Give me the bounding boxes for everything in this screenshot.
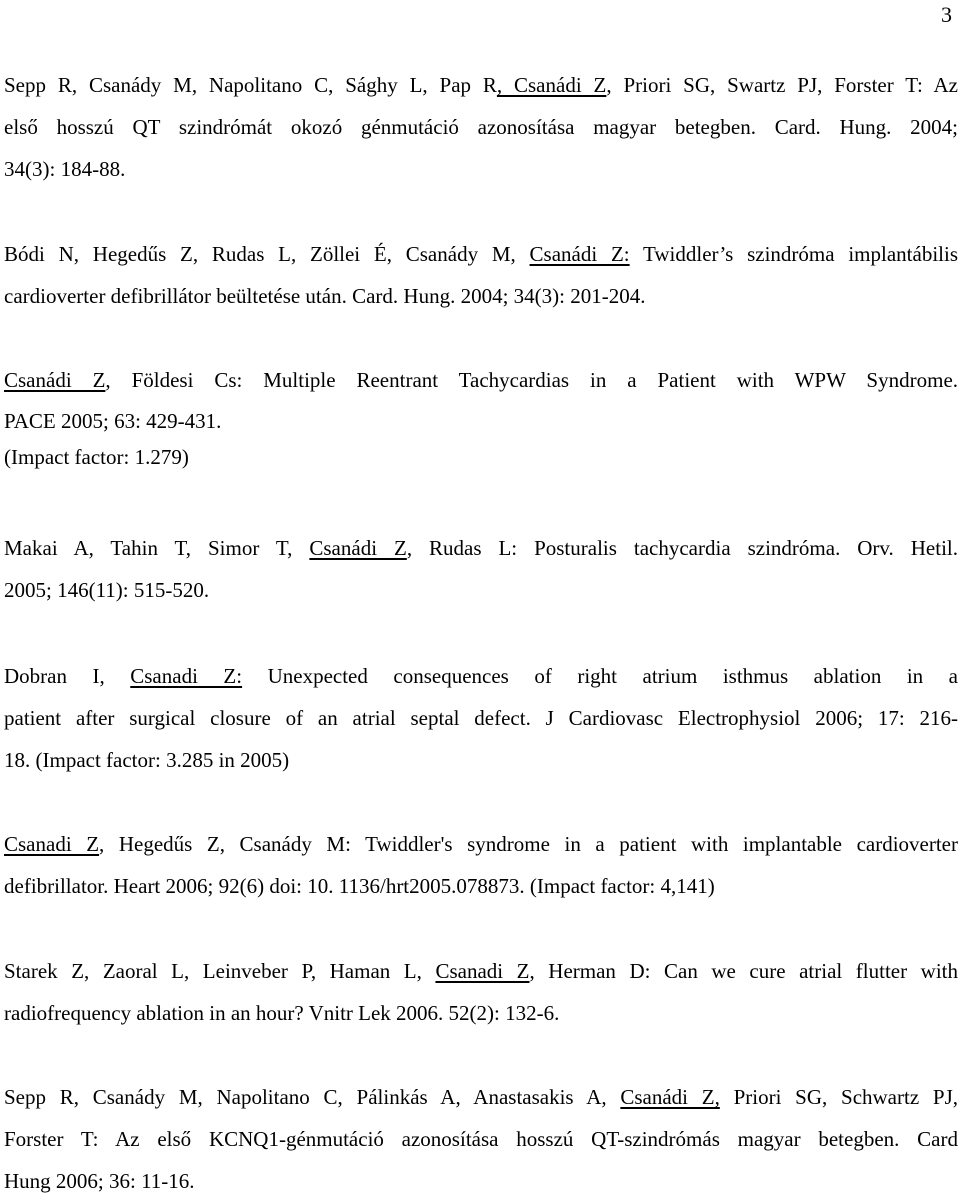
reference-line: Csanadi Z, Hegedűs Z, Csanády M: Twiddler's syndrome in a patient with implantable cardioverter — [4, 832, 958, 856]
reference-line: Sepp R, Csanády M, Napolitano C, Pálinkás A, Anastasakis A, Csanádi Z, Priori SG, Schwartz PJ, — [4, 1085, 958, 1109]
reference-line: radiofrequency ablation in an hour? Vnitr Lek 2006. 52(2): 132-6. — [4, 1001, 560, 1025]
reference-line: 18. (Impact factor: 3.285 in 2005) — [4, 748, 290, 772]
reference-line: Hung 2006; 36: 11-16. — [4, 1169, 195, 1193]
reference-line: defibrillator. Heart 2006; 92(6) doi: 10. 1136/hrt2005.078873. (Impact factor: 4,141) — [4, 874, 715, 898]
reference-line: PACE 2005; 63: 429-431. — [4, 409, 222, 433]
reference-item — [4, 655, 958, 781]
reference-line: Bódi N, Hegedűs Z, Rudas L, Zöllei É, Csanády M, Csanádi Z: Twiddler’s szindróma implantábilis — [4, 242, 958, 266]
reference-line: Makai A, Tahin T, Simor T, Csanádi Z, Rudas L: Posturalis tachycardia szindróma. Orv. Hetil. — [4, 536, 958, 560]
reference-line: Dobran I, Csanadi Z: Unexpected consequences of right atrium isthmus ablation in a — [4, 664, 958, 688]
reference-line: cardioverter defibrillátor beültetése után. Card. Hung. 2004; 34(3): 201-204. — [4, 284, 646, 308]
reference-item — [4, 1076, 958, 1202]
reference-line: első hosszú QT szindrómát okozó génmutáció azonosítása magyar betegben. Card. Hung. 2004; — [4, 115, 958, 139]
page-number: 3 — [941, 2, 952, 27]
reference-line: 2005; 146(11): 515-520. — [4, 578, 210, 602]
reference-line: Starek Z, Zaoral L, Leinveber P, Haman L, Csanadi Z, Herman D: Can we cure atrial flutter with — [4, 959, 958, 983]
reference-item — [4, 950, 958, 1034]
reference-item — [4, 823, 958, 907]
reference-line: Forster T: Az első KCNQ1-génmutáció azonosítása hosszú QT-szindrómás magyar betegben. Card — [4, 1127, 958, 1151]
reference-line: Sepp R, Csanády M, Napolitano C, Sághy L, Pap R, Csanádi Z, Priori SG, Swartz PJ, Forster T: Az — [4, 73, 959, 97]
reference-item — [4, 233, 958, 317]
reference-item — [4, 527, 958, 611]
reference-item — [4, 64, 958, 190]
reference-line: patient after surgical closure of an atrial septal defect. J Cardiovasc Electrophysiol 2006; 17: 216- — [4, 706, 958, 730]
reference-line: 34(3): 184-88. — [4, 157, 126, 181]
reference-line: Csanádi Z, Földesi Cs: Multiple Reentrant Tachycardias in a Patient with WPW Syndrome. — [4, 368, 959, 392]
reference-item — [4, 359, 958, 473]
reference-line: (Impact factor: 1.279) — [4, 445, 189, 469]
